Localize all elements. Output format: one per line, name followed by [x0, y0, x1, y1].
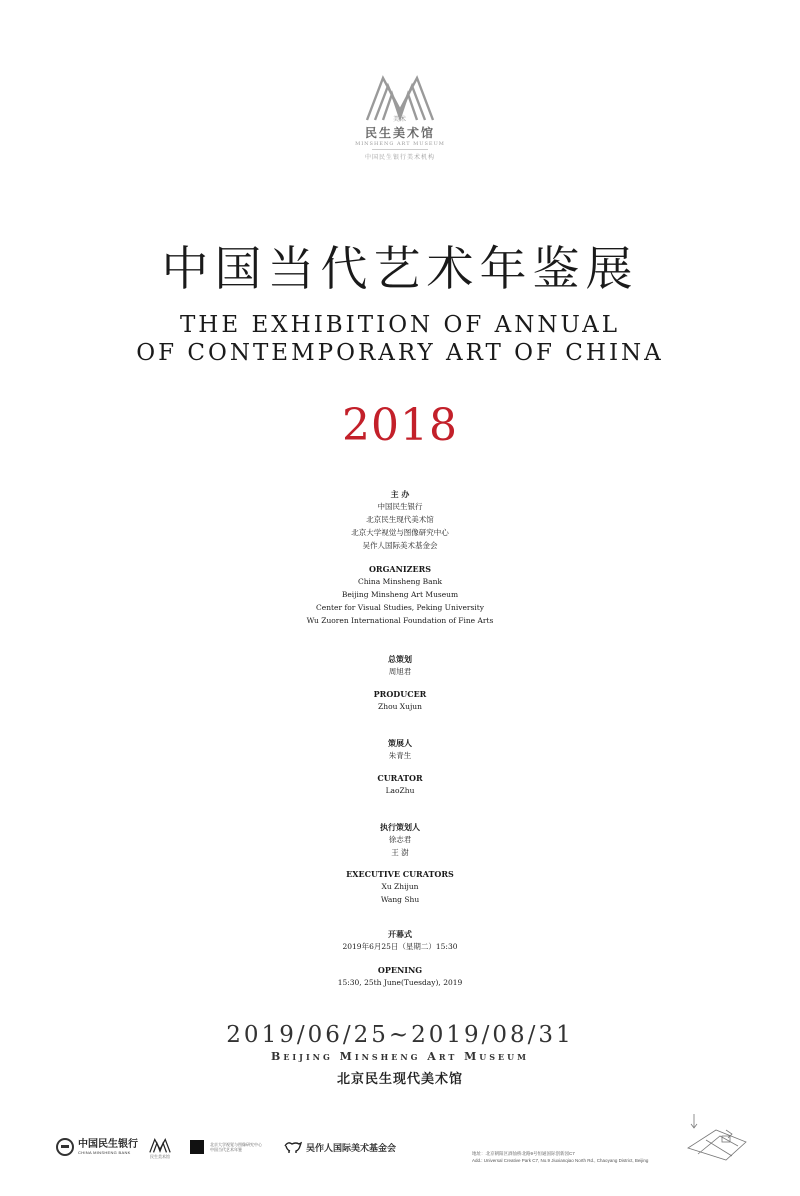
organizer-item: China Minsheng Bank	[357, 577, 443, 586]
exhibition-year: 2018	[342, 400, 458, 451]
exec-name: Wang Shu	[380, 895, 420, 904]
exec-cn-name: 徐志君	[388, 835, 412, 844]
opening-time: 15:30, 25th June(Tuesday), 2019	[337, 978, 463, 987]
exhibition-dates: 2019/06/25~2019/08/31	[226, 1022, 574, 1048]
producer-name: Zhou Xujun	[378, 702, 422, 711]
host-cn-item: 吴作人国际美术基金会	[362, 541, 438, 550]
address-cn: 地址：北京朝阳区酒仙桥北路9号恒通国际创新园C7	[472, 1151, 575, 1156]
organizer-item: Center for Visual Studies, Peking University	[316, 603, 484, 612]
producer-section	[0, 688, 800, 713]
venue-english: Beijing Minsheng Art Museum	[271, 1050, 529, 1063]
location-map-icon	[686, 1112, 750, 1162]
producer-cn-name: 周旭君	[388, 667, 412, 676]
host-cn-item: 北京大学视觉与图像研究中心	[351, 528, 449, 537]
museum-small-name: 民生美术馆	[150, 1153, 170, 1159]
title-english-line2: OF CONTEMPORARY ART OF CHINA	[136, 340, 664, 366]
opening-cn-label: 开幕式	[388, 929, 412, 939]
organizers-label: ORGANIZERS	[368, 564, 432, 574]
exec-section	[0, 868, 800, 906]
host-cn-item: 北京民生现代美术馆	[366, 515, 434, 524]
bank-symbol-icon	[56, 1138, 74, 1156]
bank-name: 中国民生银行	[78, 1138, 138, 1150]
pku-center-logo	[190, 1132, 262, 1162]
ox-icon	[284, 1140, 302, 1154]
producer-label: PRODUCER	[373, 689, 427, 699]
title-english-line1: THE EXHIBITION OF ANNUAL	[179, 312, 621, 338]
curator-name: LaoZhu	[385, 786, 415, 795]
host-cn-item: 中国民生银行	[377, 502, 423, 511]
organizer-item: Beijing Minsheng Art Museum	[341, 590, 459, 599]
exec-label: EXECUTIVE CURATORS	[346, 869, 454, 879]
organizer-item: Wu Zuoren International Foundation of Fine Arts	[306, 616, 494, 625]
host-cn-label: 主 办	[390, 489, 410, 499]
organizers-section	[0, 563, 800, 627]
curator-cn-name: 朱青生	[388, 751, 412, 760]
opening-cn-section	[0, 928, 800, 953]
logo-cn-name: 民生美术馆	[364, 126, 435, 140]
opening-section	[0, 964, 800, 989]
title-chinese: 中国当代艺术年鉴展	[161, 242, 639, 297]
host-cn-section	[0, 488, 800, 552]
logo-en-name: MINSHENG ART MUSEUM	[355, 141, 445, 147]
curator-cn-label: 策展人	[388, 738, 412, 748]
wu-zuoren-foundation-logo	[284, 1132, 396, 1162]
producer-cn-section	[0, 653, 800, 678]
address-en: Add.: Universal Creative Park C7, No.9 Jiuxianqiao North Rd., Chaoyang District, Beijing	[472, 1158, 649, 1163]
opening-cn-time: 2019年6月25日（星期二）15:30	[342, 942, 458, 951]
logo-divider	[372, 149, 428, 150]
logo-small-text: 美术	[392, 116, 407, 123]
exec-cn-name: 王 澍	[391, 848, 409, 857]
exec-cn-label: 执行策划人	[380, 822, 420, 832]
producer-cn-label: 总策划	[388, 654, 412, 664]
curator-cn-section	[0, 737, 800, 762]
museum-small-logo	[148, 1132, 172, 1162]
pku-name: 北京大学视觉与图像研究中心	[210, 1142, 262, 1147]
venue-chinese: 北京民生现代美术馆	[336, 1072, 463, 1087]
china-minsheng-bank-logo	[56, 1132, 138, 1162]
pku-subname: 中国当代艺术年鉴	[210, 1147, 242, 1152]
bank-name-en: CHINA MINSHENG BANK	[78, 1149, 131, 1155]
exec-name: Xu Zhijun	[381, 882, 419, 891]
exec-cn-section	[0, 821, 800, 859]
museum-small-mark-icon	[148, 1136, 172, 1154]
curator-section	[0, 772, 800, 797]
pku-square-icon	[190, 1140, 204, 1154]
curator-label: CURATOR	[377, 773, 423, 783]
wu-foundation-name: 吴作人国际美术基金会	[306, 1143, 397, 1154]
address-block	[472, 1150, 648, 1164]
opening-label: OPENING	[377, 965, 423, 975]
logo-subtitle: 中国民生银行美术机构	[364, 154, 435, 161]
